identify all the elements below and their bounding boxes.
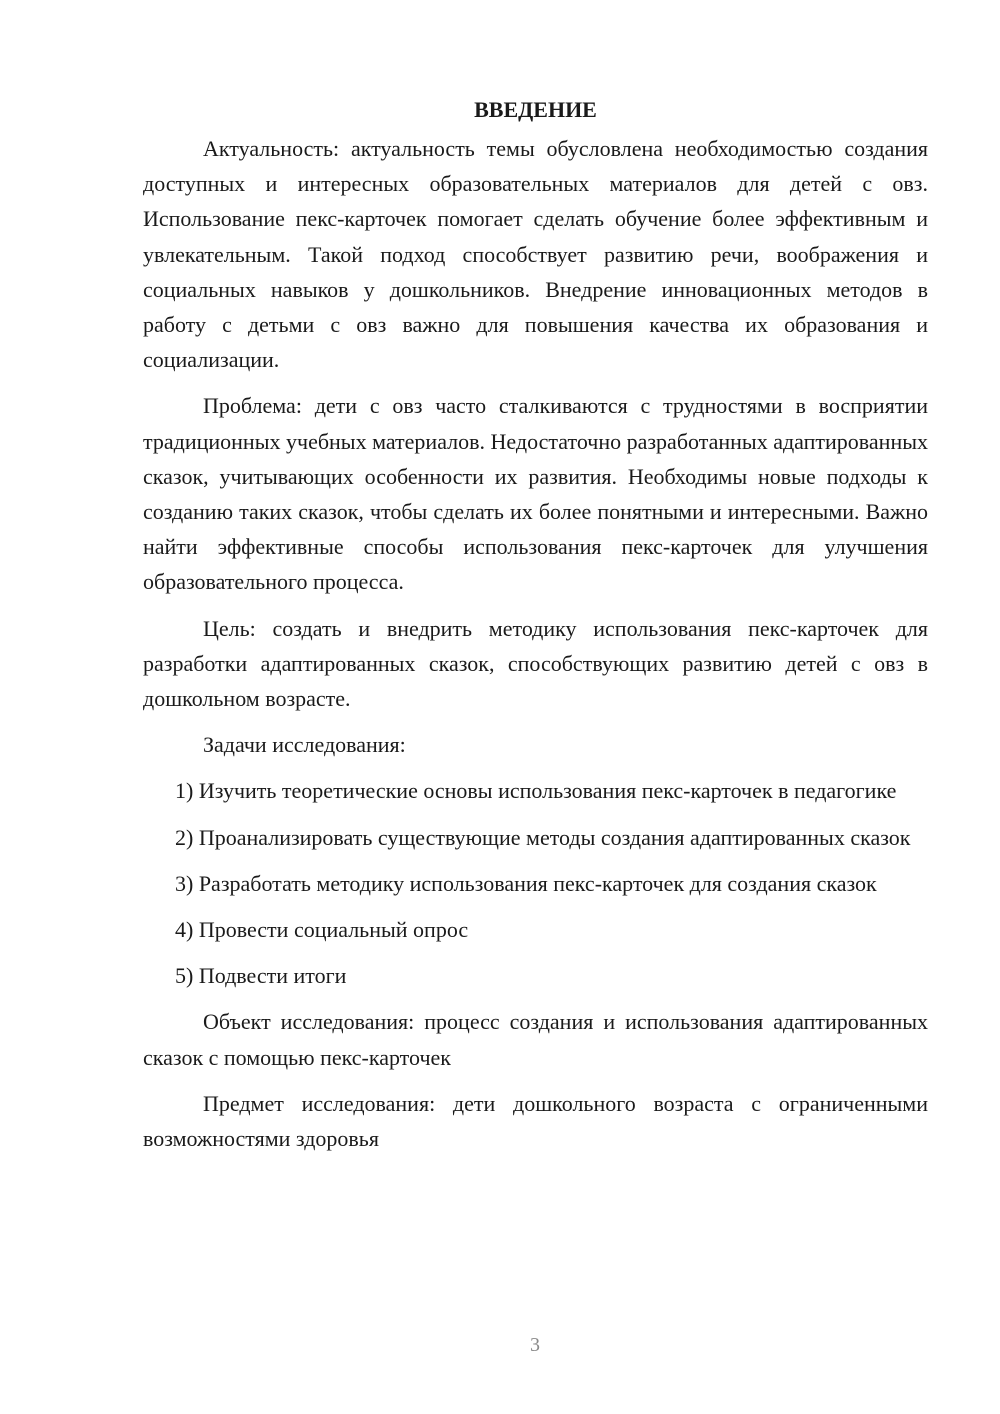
page-number: 3 [530, 1334, 540, 1356]
relevance-paragraph: Актуальность: актуальность темы обусловлена необходимостью создания доступных и интересных образовательных материалов для детей с овз. Использование пекс-карточек помогает сделать обучение более эффективным и увлекательным. Такой подход способствует развитию речи, воображения и социальных навыков у дошкольников. Внедрение инновационных методов в работу с детьми с овз важно для повышения качества их образования и социализации. [143, 136, 928, 373]
tasks-heading: Задачи исследования: [203, 732, 406, 758]
task-item-4: 4) Провести социальный опрос [175, 917, 469, 943]
problem-paragraph: Проблема: дети с овз часто сталкиваются с трудностями в восприятии традиционных учебных материалов. Недостаточно разработанных адаптированных сказок, учитывающих особенности их развития. Необходимы новые подходы к созданию таких сказок, чтобы сделать их более понятными и интересными. Важно найти эффективные способы использования пекс-карточек для улучшения образовательного процесса. [143, 393, 928, 595]
task-item-3: 3) Разработать методику использования пекс-карточек для создания сказок [175, 870, 877, 896]
goal-paragraph: Цель: создать и внедрить методику использования пекс-карточек для разработки адаптированных сказок, способствующих развитию детей с овз в дошкольном возрасте. [143, 615, 928, 712]
task-item-5: 5) Подвести итоги [175, 963, 347, 989]
page-content [143, 92, 928, 1167]
task-item-1: 1) Изучить теоретические основы использования пекс-карточек в педагогике [175, 778, 897, 804]
page-title: ВВЕДЕНИЕ [474, 97, 597, 122]
subject-paragraph: Предмет исследования: дети дошкольного возраста с ограниченными возможностями здоровья [143, 1090, 928, 1152]
object-paragraph: Объект исследования: процесс создания и использования адаптированных сказок с помощью пекс-карточек [143, 1009, 928, 1070]
task-item-2: 2) Проанализировать существующие методы создания адаптированных сказок [175, 824, 911, 850]
